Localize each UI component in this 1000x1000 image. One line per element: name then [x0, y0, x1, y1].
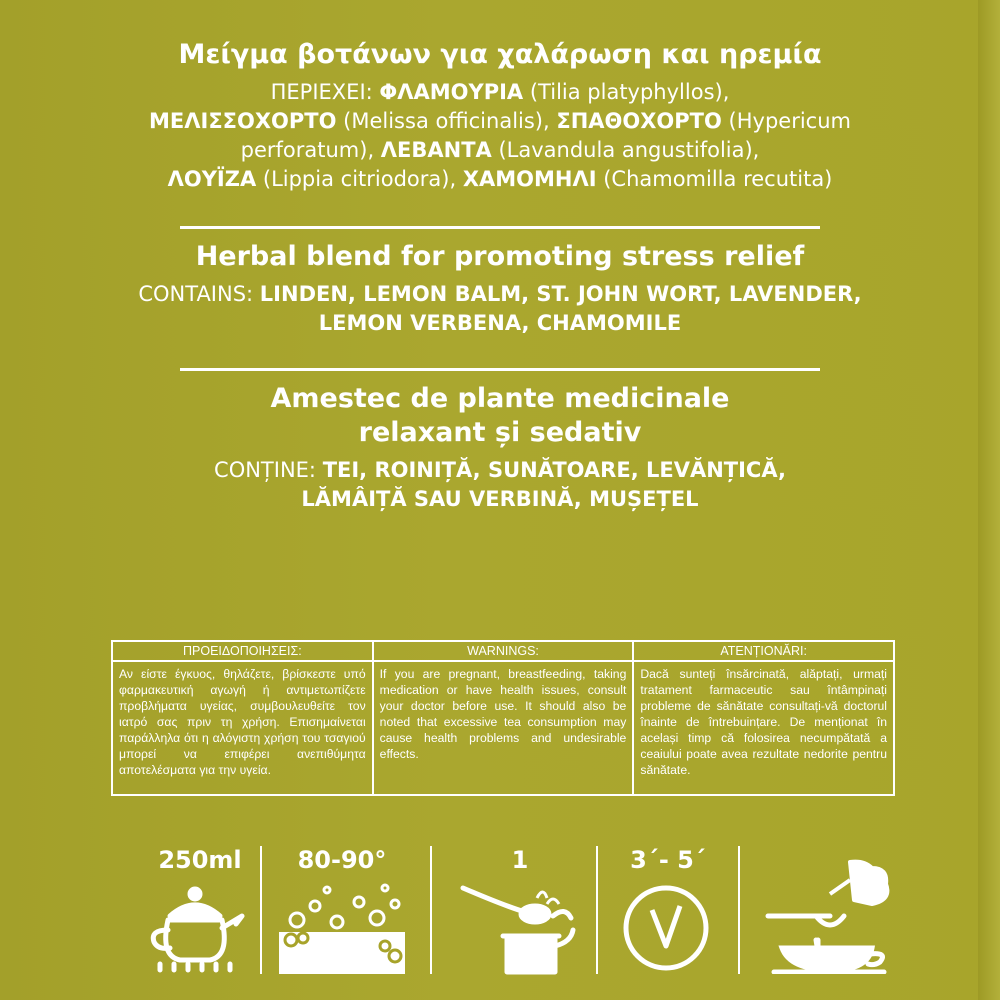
romanian-title-line1: Amestec de plante medicinale	[270, 383, 730, 414]
warnings-heading: WARNINGS:	[374, 642, 633, 662]
ingredient-latin: (Hypericum	[721, 109, 851, 133]
tea-bags-cell	[450, 846, 590, 976]
pour-tea-cup-icon	[760, 854, 900, 974]
english-ingredients	[90, 280, 910, 338]
boiling-water-icon	[277, 876, 407, 976]
romanian-ingredients-line1: TEI, ROINIȚĂ, SUNĂTOARE, LEVĂNȚICĂ,	[322, 458, 786, 482]
steep-time-label: 3´- 5´	[630, 846, 706, 874]
ingredient-latin: perforatum),	[240, 138, 381, 162]
warnings-english	[374, 642, 635, 794]
divider	[180, 226, 820, 229]
teapot-icon	[140, 876, 260, 976]
tea-bags-label: 1	[511, 846, 529, 874]
ingredient-name: ΜΕΛΙΣΣΟΧΟΡΤΟ	[149, 109, 337, 133]
ingredient-name: ΛΕΒΑΝΤΑ	[380, 138, 492, 162]
serving-size-cell	[130, 846, 270, 976]
icon-separator	[260, 846, 262, 974]
package-edge	[978, 0, 1000, 1000]
warnings-greek	[113, 642, 374, 794]
english-ingredients-line2: LEMON VERBENA, CHAMOMILE	[318, 311, 682, 335]
warnings-text: If you are pregnant, breastfeeding, taking medication or have health issues, consult your doctor before use. It should also be noted that excessive tea consumption may cause health problems and undesirable effects.	[379, 667, 627, 761]
divider	[180, 368, 820, 371]
greek-contains-label: ΠΕΡΙΕΧΕΙ:	[270, 80, 380, 104]
ingredient-latin: (Chamomilla recutita)	[596, 167, 833, 191]
icon-separator	[430, 846, 432, 974]
ingredient-latin: (Lavandula angustifolia),	[491, 138, 760, 162]
warnings-heading: ATENȚIONĂRI:	[634, 642, 893, 662]
temperature-label: 80-90°	[297, 846, 387, 874]
romanian-ingredients	[90, 456, 910, 514]
tea-bag-spoon-icon	[455, 876, 585, 976]
warnings-text: Αν είστε έγκυος, θηλάζετε, βρίσκεστε υπό φαρμακευτική αγωγή ή αντιμετωπίζετε προβλήματα υγείας, συμβουλευθείτε τον ιατρό σας πριν τη χρήση. Επισημαίνεται παράλληλα ότι η αλόγιστη χρήση του τσαγιού μπορεί να επιφέρει ανεπιθύμητα αποτελέσματα για την υγεία.	[119, 667, 366, 777]
ingredient-name: ΧΑΜΟΜΗΛΙ	[462, 167, 597, 191]
greek-section	[90, 38, 910, 194]
ingredient-name: ΦΛΑΜΟΥΡΙΑ	[379, 80, 524, 104]
ingredient-latin: (Tilia platyphyllos),	[523, 80, 730, 104]
icon-separator	[738, 846, 740, 974]
warnings-heading: ΠΡΟΕΙΔΟΠΟΙΗΣΕΙΣ:	[113, 642, 372, 662]
ingredient-name: ΛΟΥΪΖΑ	[167, 167, 257, 191]
greek-title: Μείγμα βοτάνων για χαλάρωση και ηρεμία	[178, 39, 822, 70]
serve-cell	[760, 846, 900, 974]
timer-icon	[618, 876, 718, 976]
warnings-table	[111, 640, 895, 796]
ingredient-latin: (Lippia citriodora),	[256, 167, 463, 191]
english-title: Herbal blend for promoting stress relief	[195, 241, 805, 272]
english-section	[90, 240, 910, 338]
warnings-romanian	[634, 642, 893, 794]
romanian-contains-label: CONȚINE:	[214, 458, 323, 482]
romanian-section	[90, 382, 910, 514]
romanian-title-line2: relaxant și sedativ	[358, 417, 642, 448]
serving-size-label: 250ml	[158, 846, 242, 874]
ingredient-name: ΣΠΑΘΟΧΟΡΤΟ	[556, 109, 722, 133]
romanian-ingredients-line2: LĂMÂIȚĂ SAU VERBINĂ, MUȘEȚEL	[301, 487, 699, 511]
warnings-text: Dacă sunteți însărcinată, alăptați, urmați tratament farmaceutic sau întâmpinați probleme de sănătate consultați-vă doctorul înainte de întrebuințare. De menționat în același timp că folosirea necumpătată a ceaiului poate avea rezultate nedorite pentru sănătate.	[640, 667, 888, 777]
greek-ingredients	[90, 78, 910, 194]
temperature-cell	[272, 846, 412, 976]
english-contains-label: CONTAINS:	[138, 282, 260, 306]
steep-time-cell	[598, 846, 738, 976]
english-ingredients-line1: LINDEN, LEMON BALM, ST. JOHN WORT, LAVENDER,	[259, 282, 862, 306]
ingredient-latin: (Melissa officinalis),	[336, 109, 557, 133]
